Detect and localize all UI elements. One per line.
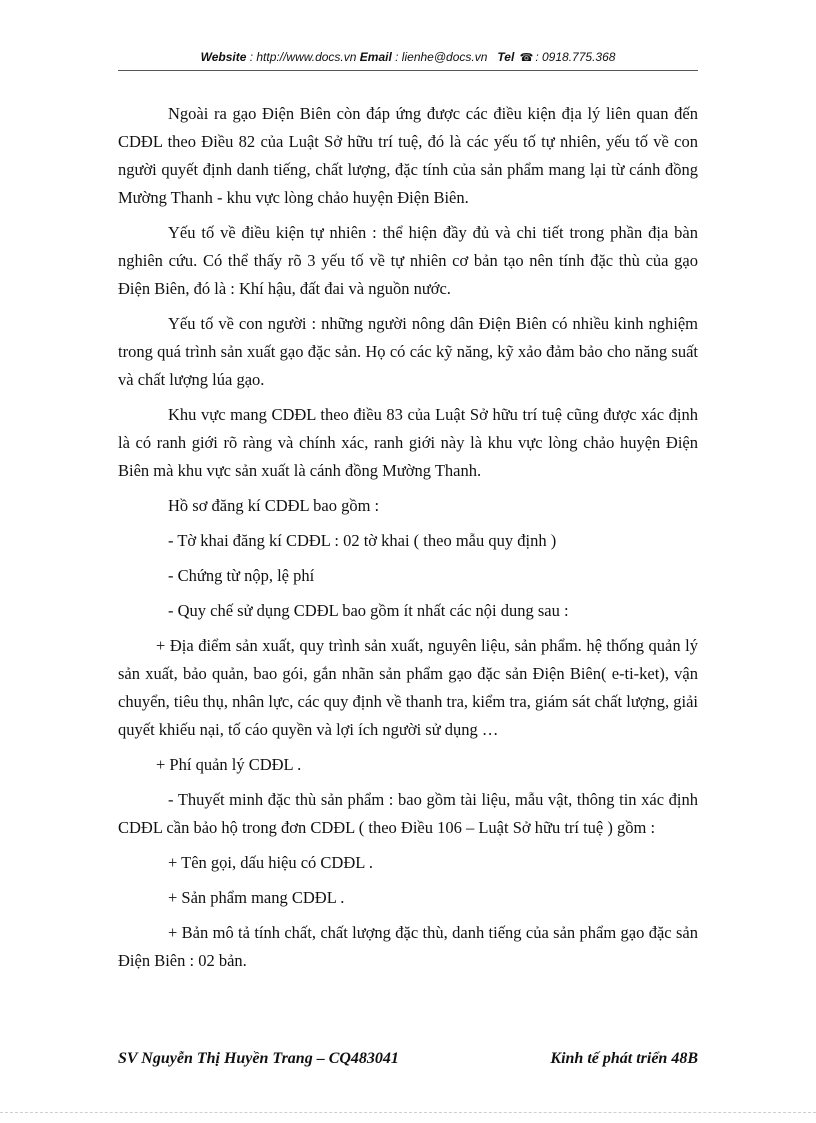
list-subitem: + Bản mô tả tính chất, chất lượng đặc thù, danh tiếng của sản phẩm gạo đặc sản Điện Biên : 02 bản. xyxy=(118,923,698,970)
paragraph-dossier-heading: Hồ sơ đăng kí CDĐL bao gồm : xyxy=(168,496,380,515)
footer-department: Kinh tế phát triển 48B xyxy=(550,1050,698,1067)
tel-value: : 0918.775.368 xyxy=(535,50,616,64)
footer-author: SV Nguyễn Thị Huyền Trang – CQ483041 xyxy=(118,1050,399,1067)
email-label: Email xyxy=(359,50,392,64)
list-subitem: + Địa điểm sản xuất, quy trình sản xuất, nguyên liệu, sản phẩm. hệ thống quản lý sản xuất, bảo quản, bao gói, gắn nhãn sản phẩm gạo đặc sản Điện Biên( e-ti-ket), vận chuyển, tiêu thụ, nhân lực, các quy định về thanh tra, kiểm tra, giám sát chất lượng, giải quyết khiếu nại, tố cáo quyền và lợi ích người sử dụng … xyxy=(118,636,698,739)
list-subitem: + Tên gọi, dấu hiệu có CDĐL . xyxy=(168,853,373,872)
list-item: - Chứng từ nộp, lệ phí xyxy=(168,566,315,585)
paragraph-intro: Ngoài ra gạo Điện Biên còn đáp ứng được các điều kiện địa lý liên quan đến CDĐL theo Điều 82 của Luật Sở hữu trí tuệ, đó là các yếu tố tự nhiên, yếu tố về con người quyết định danh tiếng, chất lượng, đặc tính của sản phẩm mang lại từ cánh đồng Mường Thanh - khu vực lòng chảo huyện Điện Biên. xyxy=(118,104,698,207)
paragraph-human-factors: Yếu tố về con người : những người nông dân Điện Biên có nhiều kinh nghiệm trong quá trình sản xuất gạo đặc sản. Họ có các kỹ năng, kỹ xảo đảm bảo cho năng suất và chất lượng lúa gạo. xyxy=(118,314,698,389)
phone-icon: ☎ xyxy=(519,52,534,64)
tel-label: Tel xyxy=(497,50,515,64)
paragraph-region: Khu vực mang CDĐL theo điều 83 của Luật Sở hữu trí tuệ cũng được xác định là có ranh giới rõ ràng và chính xác, ranh giới này là khu vực lòng chảo huyện Điện Biên mà khu vực sản xuất là cánh đồng Mường Thanh. xyxy=(118,405,698,480)
list-item: - Quy chế sử dụng CDĐL bao gồm ít nhất các nội dung sau : xyxy=(168,601,569,620)
list-item: - Tờ khai đăng kí CDĐL : 02 tờ khai ( theo mẫu quy định ) xyxy=(168,531,557,550)
page-footer xyxy=(118,1050,698,1068)
email-value: : lienhe@docs.vn xyxy=(395,50,488,64)
document-body xyxy=(118,100,698,982)
list-subitem: + Phí quản lý CDĐL . xyxy=(156,755,302,774)
page-bottom-divider xyxy=(0,1112,816,1113)
paragraph-natural-factors: Yếu tố về điều kiện tự nhiên : thể hiện đầy đủ và chi tiết trong phần địa bàn nghiên cứu. Có thể thấy rõ 3 yếu tố về tự nhiên cơ bản tạo nên tính đặc thù của gạo Điện Biên, đó là : Khí hậu, đất đai và nguồn nước. xyxy=(118,223,698,298)
list-item: - Thuyết minh đặc thù sản phẩm : bao gồm tài liệu, mẫu vật, thông tin xác định CDĐL cần bảo hộ trong đơn CDĐL ( theo Điều 106 – Luật Sở hữu trí tuệ ) gồm : xyxy=(118,790,698,837)
list-subitem: + Sản phẩm mang CDĐL . xyxy=(168,888,345,907)
website-value: : http://www.docs.vn xyxy=(249,50,357,64)
header-divider xyxy=(118,70,698,71)
website-label: Website xyxy=(200,50,247,64)
page-header xyxy=(118,50,698,64)
